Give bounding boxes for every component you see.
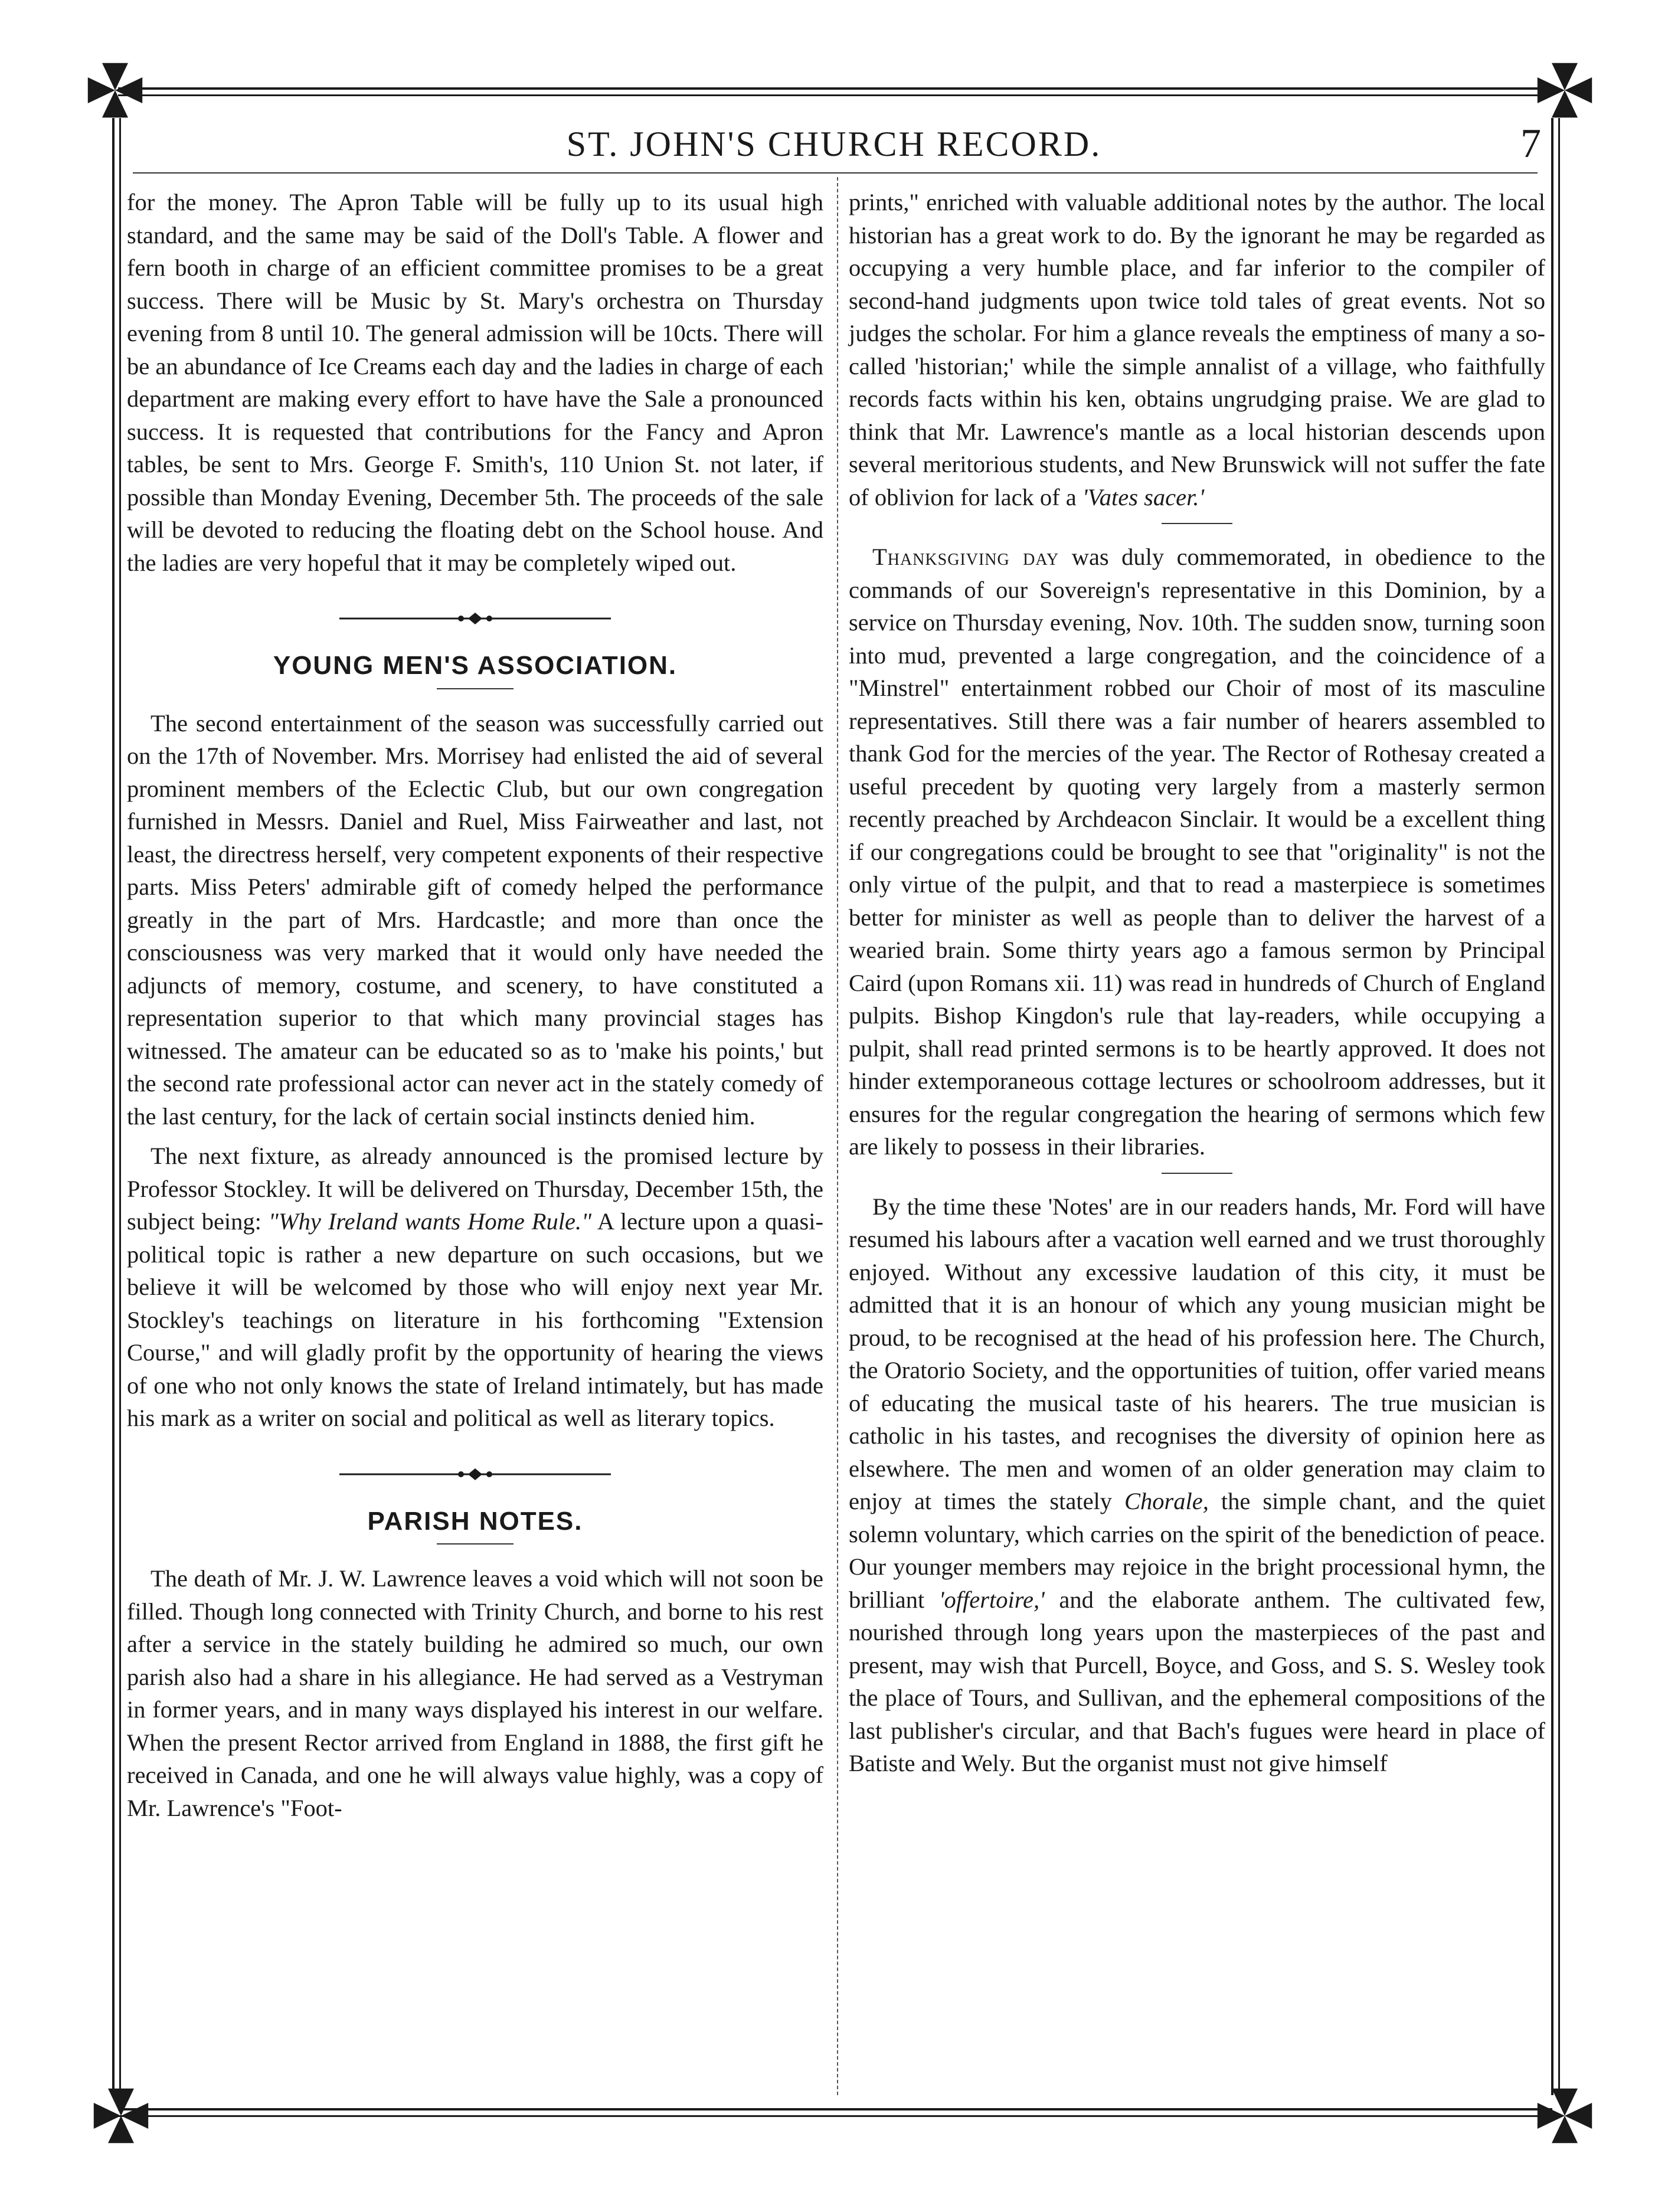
heading-underline [437, 1543, 514, 1545]
continued-paragraph: for the money. The Apron Table will be fully up to its usual high standard, and the same may be said of the Doll's Table. A flower and fern booth in charge of an efficient committee promises to be a great success. There will be Music by St. Mary's orchestra on Thursday evening from 8 until 10. The general admission will be 10cts. There will be an abundance of Ice Creams each day and the ladies in charge of each department are making every effort to have have the Sale a pronounced success. It is requested that contributions for the Fancy and Apron tables, be sent to Mrs. George F. Smith's, 110 Union St. not later, if possible than Monday Evening, December 5th. The proceeds of the sale will be devoted to reducing the floating debt on the School house. And the ladies are very hopeful that it may be completely wiped out. [127, 189, 823, 576]
frame-bottom-rule [118, 2108, 1552, 2117]
frame-right-rule [1551, 118, 1560, 2095]
running-header [0, 121, 1668, 177]
lead-in: Thanksgiving day [872, 544, 1059, 570]
frame-top-rule [118, 87, 1552, 96]
latin-phrase: 'Vates sacer.' [1082, 483, 1205, 511]
ornament-divider-icon [339, 611, 611, 626]
paragraph: The next fixture, as already announced is the promised lecture by Professor Stockley. It will be delivered on Thursday, December 15th, the subject being: "Why Ireland wants Home Rule." A lecture upon a quasi-political topic is rather a new departure on such occasions, but we believe it will be welcomed by those who will enjoy next year Mr. Stockley's teachings on literature in his forthcoming "Extension Course," and will gladly profit by the opportunity of hearing the views of one who not only knows the state of Ireland intimately, but has made his mark as a writer on social and political as well as literary topics. [127, 1143, 823, 1431]
right-column [849, 186, 1545, 1787]
paragraph-separator [1162, 523, 1232, 524]
lecture-title: "Why Ireland wants Home Rule." [268, 1208, 592, 1235]
column-divider [837, 177, 838, 2095]
section-heading-young-mens-association: YOUNG MEN'S ASSOCIATION. [273, 651, 678, 680]
section-heading-parish-notes: PARISH NOTES. [367, 1506, 583, 1536]
frame-left-rule [112, 118, 121, 2095]
left-column [127, 186, 823, 1831]
publication-title: ST. JOHN'S CHURCH RECORD. [566, 125, 1102, 163]
heading-underline [437, 688, 514, 689]
paragraph: The second entertainment of the season was successfully carried out on the 17th of November. Mrs. Morrisey had enlisted the aid of several prominent members of the Eclectic Club, but our own congregation furnished in Messrs. Daniel and Ruel, Miss Fairweather and last, not least, the directress herself, very competent exponents of their respective parts. Miss Peters' admirable gift of comedy helped the performance greatly in the part of Mrs. Hardcastle; and more than once the consciousness was very marked that it would only have needed the adjuncts of memory, costume, and scenery, to have constituted a representation superior to that which many provincial stages has witnessed. The amateur can be educated so as to 'make his points,' but the second rate professional actor can never act in the stately comedy of the last century, for the lack of certain social instincts denied him. [127, 709, 823, 1130]
paragraph-separator [1162, 1173, 1232, 1174]
maltese-cross-icon [83, 58, 148, 123]
maltese-cross-icon [89, 2083, 153, 2148]
paragraph: By the time these 'Notes' are in our readers hands, Mr. Ford will have resumed his labours after a vacation well earned and we trust thoroughly enjoyed. Without any excessive laudation of this city, it must be admitted that it is an honour of which any young musician might be proud, to be recognised at the head of his profession here. The Church, the Oratorio Society, and the opportunities of tuition, offer varied means of educating the musical taste of his hearers. The true musician is catholic in his tastes, and recognises the diversity of opinion here as elsewhere. The men and women of an older generation may claim to enjoy at times the stately Chorale, the simple chant, and the quiet solemn voluntary, which carries on the spirit of the benediction of peace. Our younger members may rejoice in the bright processional hymn, the brilliant 'offertoire,' and the elaborate anthem. The cultivated few, nourished through long years upon the masterpieces of the past and present, may wish that Purcell, Boyce, and Goss, and S. S. Wesley took the place of Tours, and Sullivan, and the ephemeral compositions of the last publisher's circular, and that Bach's fugues were heard in place of Batiste and Wely. But the organist must not give himself [849, 1193, 1546, 1776]
maltese-cross-icon [1532, 58, 1597, 123]
paragraph: Thanksgiving day was duly commemorated, in obedience to the commands of our Sovereign's representative in this Dominion, by a service on Thursday evening, Nov. 10th. The sudden snow, turning soon into mud, prevented a large congregation, and the coincidence of a "Minstrel" entertainment robbed our Choir of most of its masculine representatives. Still there was a fair number of hearers assembled to thank God for the mercies of the year. The Rector of Rothesay created a useful precedent by quoting very largely from a masterly sermon recently preached by Archdeacon Sinclair. It would be a excellent thing if our congregations could be brought to see that "originality" is not the only virtue of the pulpit, and that to read a masterpiece is sometimes better for minister as well as people than to deliver the harvest of a wearied brain. Some thirty years ago a famous sermon by Principal Caird (upon Romans xii. 11) was read in hundreds of Church of England pulpits. Bishop Kingdon's rule that lay-readers, while occupying a pulpit, shall read printed sermons is to be heartly approved. It does not hinder extemporaneous cottage lectures or schoolroom addresses, but it ensures for the regular congregation the hearing of sermons which few are likely to possess in their libraries. [849, 544, 1545, 1160]
paragraph: The death of Mr. J. W. Lawrence leaves a void which will not soon be filled. Though long connected with Trinity Church, and borne to his rest after a service in the stately building he admired so much, our own parish also had a share in his allegiance. He had served as a Vestryman in former years, and in many ways displayed his interest in our welfare. When the present Rector arrived from England in 1888, the first gift he received in Canada, and one he will always value highly, was a copy of Mr. Lawrence's "Foot- [127, 1565, 823, 1821]
header-rule [133, 172, 1538, 174]
maltese-cross-icon [1532, 2083, 1597, 2148]
page-number: 7 [1520, 121, 1541, 166]
continued-paragraph: prints," enriched with valuable additional notes by the author. The local historian has a great work to do. By the ignorant he may be regarded as occupying a very humble place, and far inferior to the compiler of second-hand judgments upon twice told tales of great events. Not so judges the scholar. For him a glance reveals the emptiness of many a so-called 'historian;' while the simple annalist of a village, who faithfully records facts within his ken, obtains ungrudging praise. We are glad to think that Mr. Lawrence's mantle as a local historian descends upon several meritorious students, and New Brunswick will not suffer the fate of oblivion for lack of a 'Vates sacer.' [849, 189, 1545, 511]
ornament-divider-icon [339, 1467, 611, 1481]
